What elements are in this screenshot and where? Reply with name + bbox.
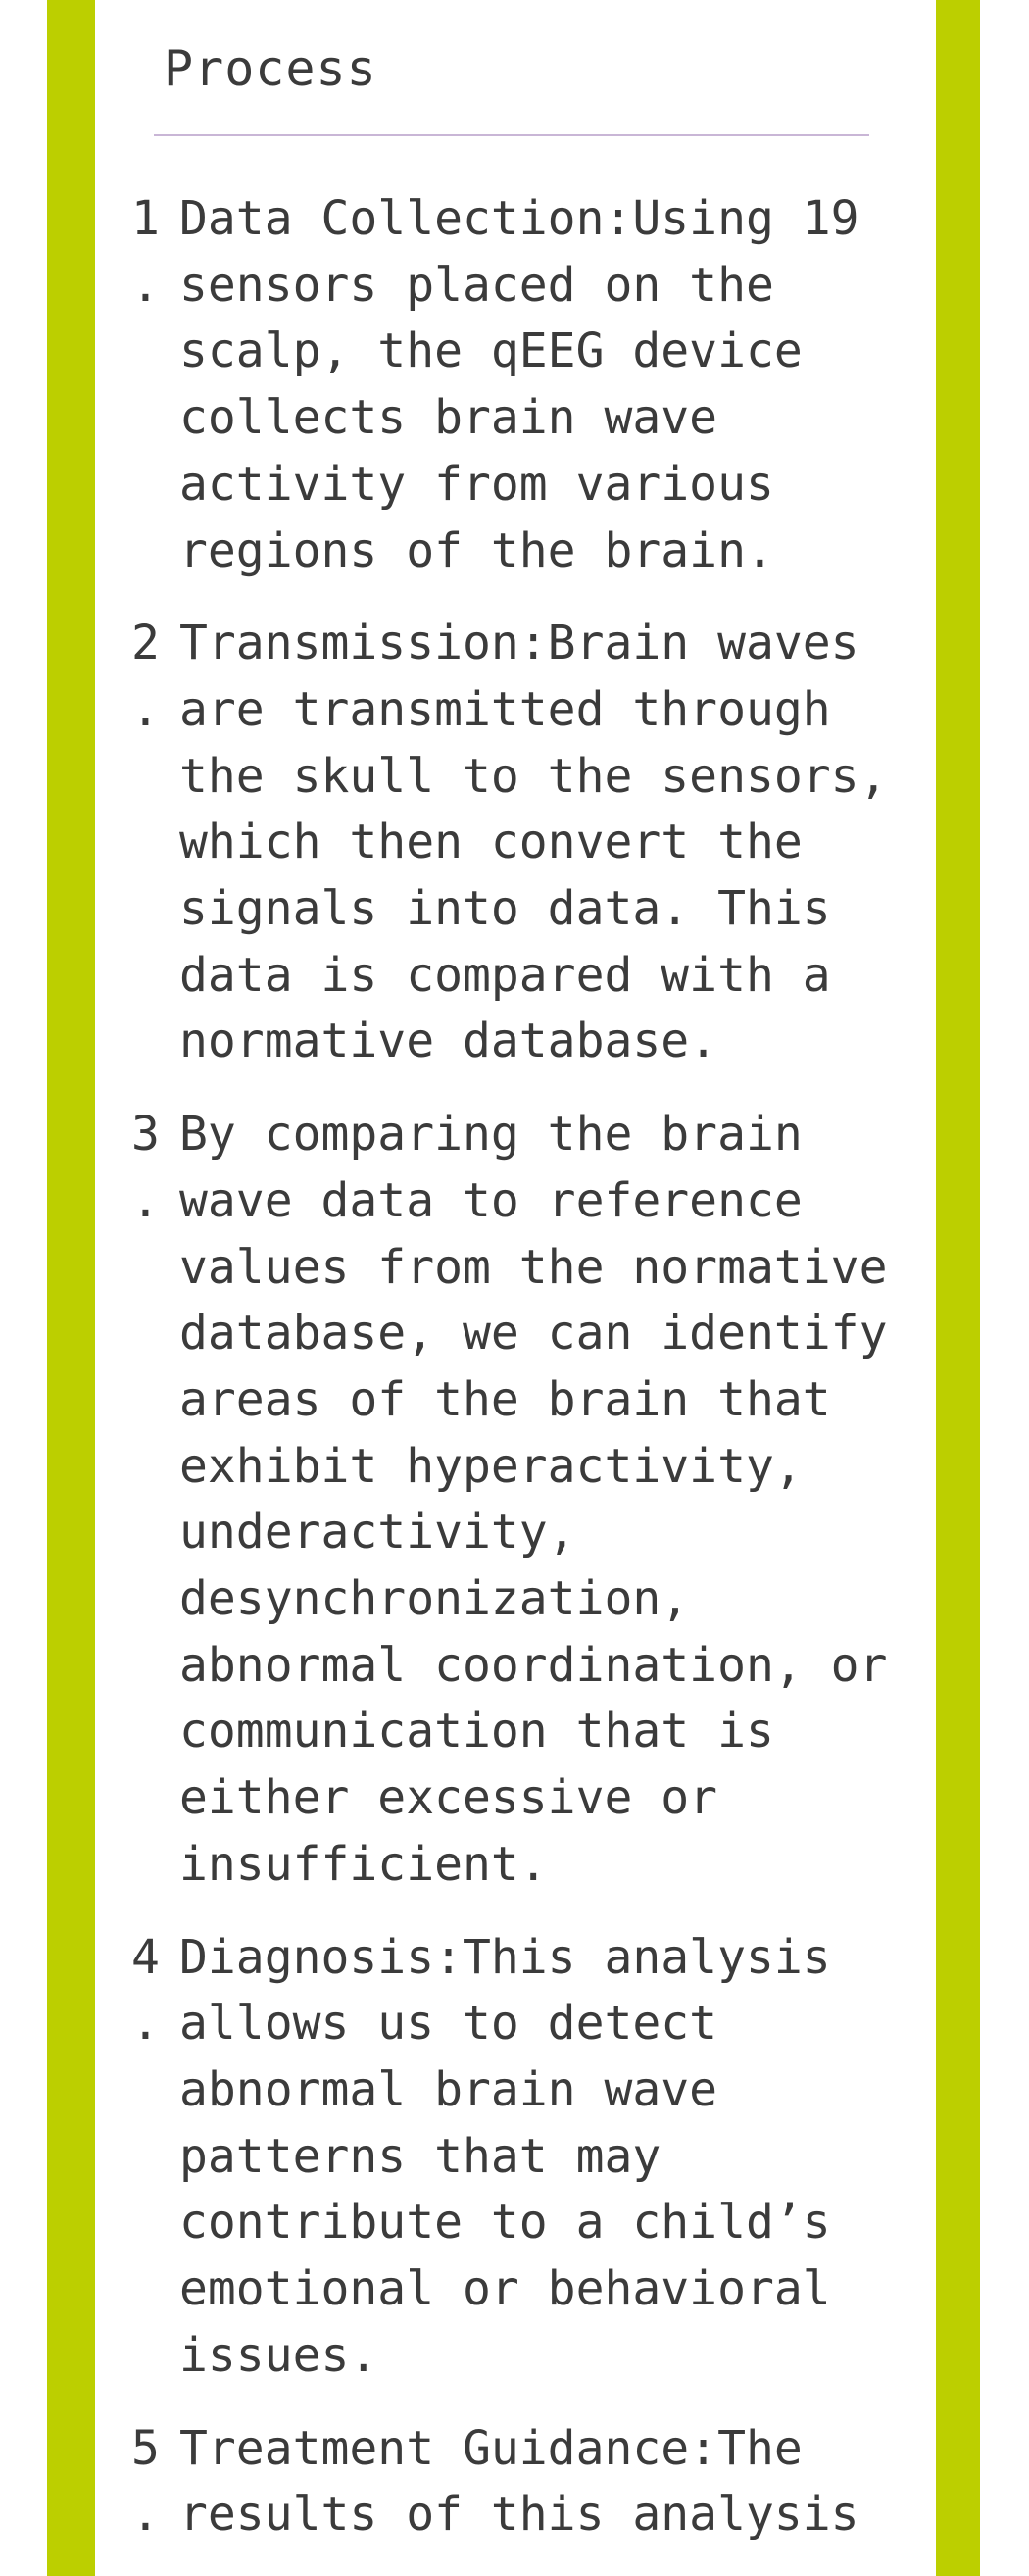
step-text: By comparing the brain wave data to reference values from the normative database, we can identify areas of the brain that exhibit hyperactivity, underactivity, desynchronization, abnormal coordination, or communication that is either excessive or insufficient.	[179, 1107, 888, 1892]
step-text: Diagnosis:This analysis allows us to detect abnormal brain wave patterns that may contribute to a child’s emotional or behavioral issues.	[179, 1929, 831, 2383]
step-number: 4.	[131, 1929, 160, 2052]
content-card	[95, 0, 936, 2576]
process-step-1	[131, 186, 906, 584]
step-text: Data Collection:Using 19 sensors placed on the scalp, the qEEG device collects brain wave activity from various regions of the brain.	[179, 191, 859, 578]
process-step-5	[131, 2416, 906, 2549]
step-number: 1.	[131, 191, 160, 313]
step-number: 2.	[131, 616, 160, 737]
process-steps-list	[131, 186, 906, 2575]
right-accent-border	[936, 0, 980, 2576]
step-number: 3.	[131, 1107, 160, 1228]
process-step-3	[131, 1102, 906, 1898]
left-accent-border	[47, 0, 95, 2576]
process-step-4	[131, 1925, 906, 2390]
step-number: 5.	[131, 2420, 160, 2543]
step-text: Treatment Guidance:The results of this analysis	[179, 2420, 859, 2543]
title-divider	[154, 134, 869, 136]
step-text: Transmission:Brain waves are transmitted through the skull to the sensors, which then convert the signals into data. This data is compared with a normative database.	[179, 616, 888, 1069]
process-step-2	[131, 611, 906, 1075]
section-title: Process	[164, 40, 377, 97]
